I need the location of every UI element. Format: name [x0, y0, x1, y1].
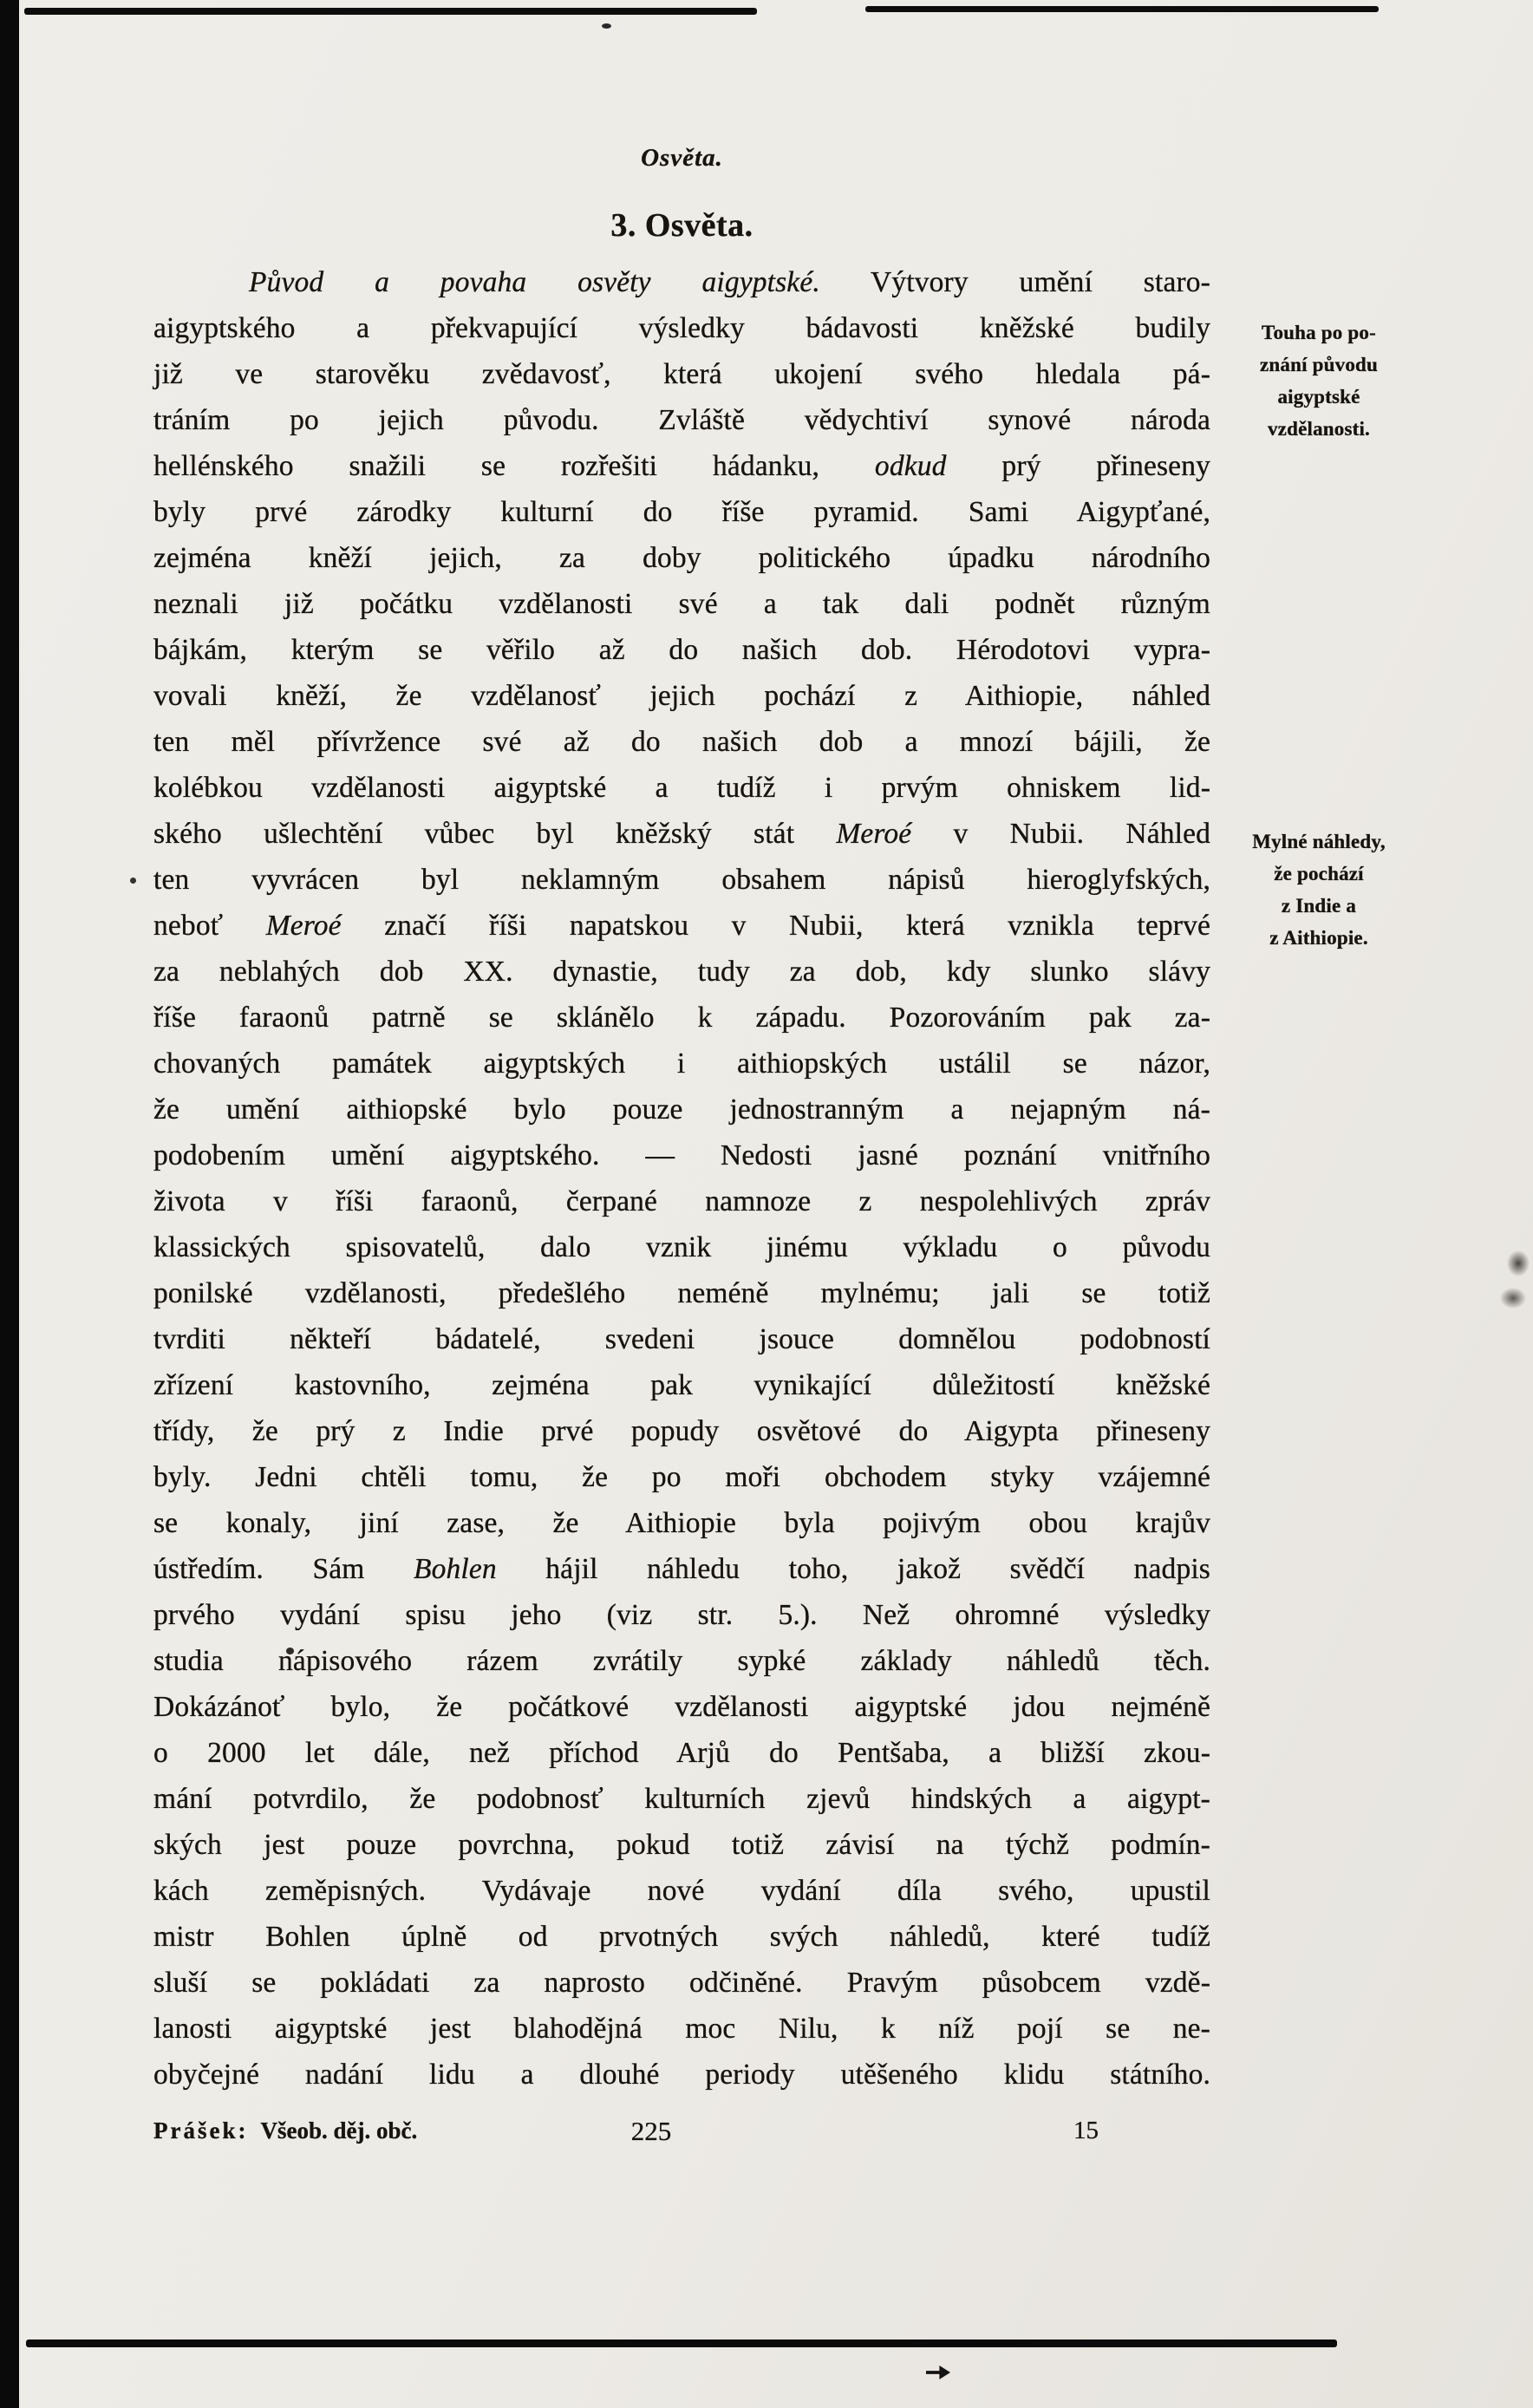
margin-note-2	[1231, 826, 1406, 954]
body-line: prvého vydání spisu jeho (viz str. 5.). Než ohromné výsledky	[153, 1599, 1210, 1631]
scan-mark-bottom	[926, 2366, 950, 2379]
body-line: hellénského snažili se rozřešiti hádanku, odkud prý přineseny	[153, 450, 1210, 482]
margin-note-line: vzdělanosti.	[1267, 418, 1371, 440]
body-line: ten měl přívržence své až do našich dob a mnozí bájili, že	[153, 726, 1210, 758]
scan-smudge-right-2	[1500, 1288, 1526, 1308]
margin-note-line: znání původu	[1260, 354, 1378, 375]
body-line: vovali kněží, že vzdělanosť jejich pochází z Aithiopie, náhled	[153, 680, 1210, 712]
scan-edge-top-line-right	[865, 6, 1379, 12]
body-line: života v říši faraonů, čerpané namnoze z nespolehlivých zpráv	[153, 1185, 1210, 1217]
body-line: ten vyvrácen byl neklamným obsahem nápisů hieroglyfských,	[153, 864, 1210, 896]
scan-speck-top	[602, 23, 611, 29]
body-line: zřízení kastovního, zejména pak vynikající důležitostí kněžské	[153, 1369, 1210, 1401]
body-line: že umění aithiopské bylo pouze jednostranným a nejapným ná-	[153, 1093, 1210, 1126]
margin-note-line: že pochází	[1274, 863, 1364, 884]
scan-speck-margin	[130, 878, 136, 884]
body-line: tráním po jejich původu. Zvláště vědychtiví synové národa	[153, 404, 1210, 436]
margin-note-line: Touha po po-	[1262, 322, 1376, 343]
body-line: zejména kněží jejich, za doby politického úpadku národního	[153, 542, 1210, 574]
body-line: obyčejné nadání lidu a dlouhé periody utěšeného klidu státního.	[153, 2059, 1210, 2091]
body-line: ských jest pouze povrchna, pokud totiž závisí na týchž podmín-	[153, 1829, 1210, 1861]
body-line: ského ušlechtění vůbec byl kněžský stát Meroé v Nubii. Náhled	[153, 818, 1210, 850]
body-line: mistr Bohlen úplně od prvotných svých náhledů, které tudíž	[153, 1921, 1210, 1953]
body-line: za neblahých dob XX. dynastie, tudy za dob, kdy slunko slávy	[153, 956, 1210, 988]
scan-edge-left-bar	[0, 0, 19, 2408]
scan-smudge-right-1	[1507, 1250, 1530, 1276]
body-line: studia nápisového rázem zvrátily sypké základy náhledů těch.	[153, 1645, 1210, 1677]
scan-edge-bottom-line	[26, 2339, 1337, 2347]
running-header: Osvěta.	[641, 144, 723, 172]
margin-note-line: aigyptské	[1277, 386, 1360, 408]
section-title: 3. Osvěta.	[610, 207, 753, 244]
body-line: třídy, že prý z Indie prvé popudy osvětové do Aigypta přineseny	[153, 1415, 1210, 1447]
body-line: se konaly, jiní zase, že Aithiopie byla pojivým obou krajův	[153, 1507, 1210, 1539]
body-line: tvrditi někteří bádatelé, svedeni jsouce domnělou podobností	[153, 1323, 1210, 1355]
body-line: klassických spisovatelů, dalo vznik jinému výkladu o původu	[153, 1231, 1210, 1263]
body-line: byly prvé zárodky kulturní do říše pyramid. Sami Aigypťané,	[153, 496, 1210, 528]
body-line: kách zeměpisných. Vydávaje nové vydání díla svého, upustil	[153, 1875, 1210, 1907]
body-line: neboť Meroé značí říši napatskou v Nubii, která vznikla teprvé	[153, 910, 1211, 942]
margin-note-line: Mylné náhledy,	[1252, 831, 1386, 852]
body-line: aigyptského a překvapující výsledky bádavosti kněžské budily	[153, 312, 1210, 344]
body-line: ponilské vzdělanosti, předešlého neméně mylnému; jali se totiž	[153, 1277, 1210, 1309]
scan-edge-top-line-left	[24, 8, 757, 15]
footer-publisher: Prášek:	[153, 2118, 249, 2144]
footer-work-title: Všeob. děj. obč.	[260, 2118, 418, 2144]
body-text	[153, 259, 1210, 2098]
page-number: 225	[630, 2116, 672, 2146]
footer-signature	[153, 2118, 417, 2144]
body-line: bájkám, kterým se věřilo až do našich dob. Hérodotovi vypra-	[153, 634, 1210, 666]
body-line: podobením umění aigyptského. — Nedosti jasné poznání vnitřního	[153, 1139, 1210, 1171]
body-line: říše faraonů patrně se sklánělo k západu. Pozorováním pak za-	[153, 1002, 1210, 1034]
body-line: Původ a povaha osvěty aigyptské. Výtvory umění staro-	[249, 266, 1210, 298]
body-line: ústředím. Sám Bohlen hájil náhledu toho, jakož svědčí nadpis	[153, 1553, 1210, 1585]
body-line: sluší se pokládati za naprosto odčiněné. Pravým působcem vzdě-	[153, 1967, 1210, 1999]
body-line: Dokázánoť bylo, že počátkové vzdělanosti aigyptské jdou nejméně	[153, 1691, 1210, 1723]
body-line: chovaných památek aigyptských i aithiopských ustálil se názor,	[153, 1047, 1210, 1080]
margin-note-line: z Aithiopie.	[1269, 927, 1368, 949]
body-line: mání potvrdilo, že podobnosť kulturních zjevů hindských a aigypt-	[153, 1783, 1210, 1815]
body-line: neznali již počátku vzdělanosti své a tak dali podnět různým	[153, 588, 1210, 620]
sheet-number: 15	[1073, 2117, 1099, 2144]
body-line: lanosti aigyptské jest blahodějná moc Nilu, k níž pojí se ne-	[153, 2013, 1210, 2045]
body-line: již ve starověku zvědavosť, která ukojení svého hledala pá-	[153, 358, 1210, 390]
body-line: byly. Jedni chtěli tomu, že po moři obchodem styky vzájemné	[153, 1461, 1210, 1493]
margin-note-1	[1231, 316, 1406, 445]
margin-note-line: z Indie a	[1281, 895, 1357, 917]
body-line: kolébkou vzdělanosti aigyptské a tudíž i prvým ohniskem lid-	[153, 772, 1210, 804]
body-line: o 2000 let dále, než příchod Arjů do Pentšaba, a bližší zkou-	[153, 1737, 1210, 1769]
